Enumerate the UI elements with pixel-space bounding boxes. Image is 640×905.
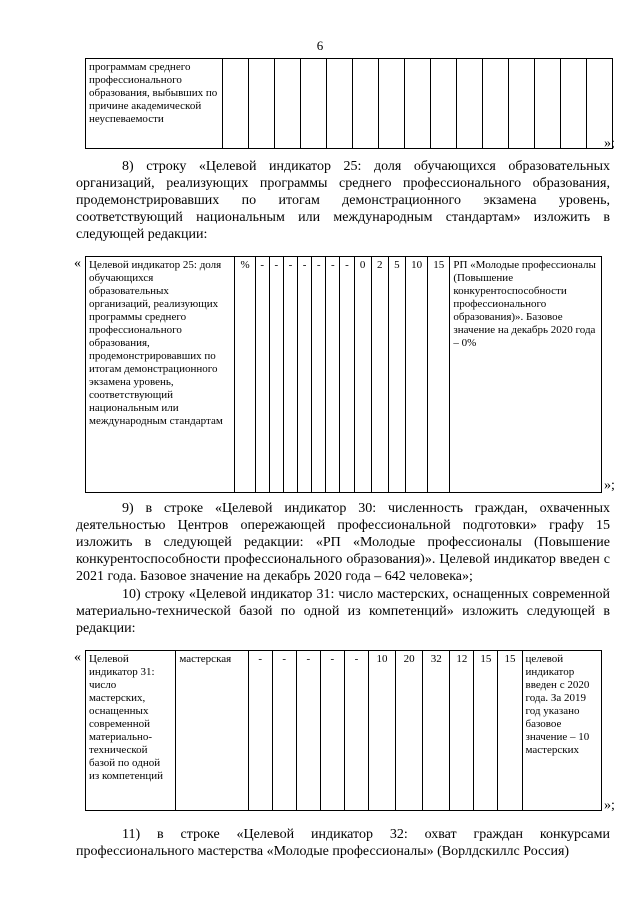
paragraph-10-text: 10) строку «Целевой индикатор 31: число мастерских, оснащенных современной материально-технической базой по одной из компетенций» изложить следующей в редакции: xyxy=(76,587,610,636)
table2-cell: 10 xyxy=(405,257,427,493)
table2-label: Целевой индикатор 25: доля обучающихся образовательных организаций, реализующих программы среднего профессионального образования, продемонстрировавших по итогам демонстрационного экзамена уровень, соответствующий национальным или международным стандартам xyxy=(86,257,235,493)
table3-label: Целевой индикатор 31: число мастерских, оснащенных современной материально-технической базой по одной из компетенций xyxy=(86,651,176,811)
paragraph-11 xyxy=(76,826,610,860)
table2-cell: - xyxy=(283,257,297,493)
paragraph-8-text: 8) строку «Целевой индикатор 25: доля обучающихся образовательных организаций, реализующих программы среднего профессионального образования, продемонстрировавших по итогам демонстрационного экзамена уровень, соответствующий национальным или международным стандартам» изложить в следующей редакции: xyxy=(76,159,610,242)
table2-cell: 2 xyxy=(371,257,388,493)
table2-note: РП «Молодые профессионалы (Повышение конкурентоспособности профессионального образования)». Базовое значение на декабрь 2020 года – 0% xyxy=(450,257,602,493)
table1-cell xyxy=(301,59,327,149)
paragraph-11-text: 11) в строке «Целевой индикатор 32: охват граждан конкурсами профессионального мастерства «Молодые профессионалы» (Ворлдскиллс Россия) xyxy=(76,827,610,859)
table1-cell xyxy=(223,59,249,149)
table1-cell xyxy=(457,59,483,149)
table2-cell: - xyxy=(312,257,326,493)
table1-cell xyxy=(379,59,405,149)
table3-cell: 15 xyxy=(474,651,498,811)
table3-cell: - xyxy=(248,651,272,811)
table3-close-quote: »; xyxy=(604,798,615,813)
page-number: 6 xyxy=(316,38,324,53)
table2-open-quote: « xyxy=(74,256,81,271)
table3-cell: 20 xyxy=(396,651,423,811)
table2-cell: 5 xyxy=(388,257,405,493)
table2-cell: % xyxy=(235,257,255,493)
table1-cell xyxy=(483,59,509,149)
table1-cell xyxy=(509,59,535,149)
paragraph-9-text: 9) в строке «Целевой индикатор 30: численность граждан, охваченных деятельностью Центров опережающей профессиональной подготовки» графу 15 изложить в следующей редакции: «РП «Молодые профессионалы (Повышение конкурентоспособности профессионального образования)». Целевой индикатор введен с 2021 года. Базовое значение на декабрь 2020 года – 642 человека»; xyxy=(76,501,610,584)
paragraph-10 xyxy=(76,586,610,637)
table3-note: целевой индикатор введен с 2020 года. За 2019 год указано базовое значение – 10 мастерских xyxy=(522,651,601,811)
table1-cell xyxy=(431,59,457,149)
table3-cell: - xyxy=(296,651,320,811)
table3-cell: - xyxy=(272,651,296,811)
table3-cell: - xyxy=(320,651,344,811)
table2-cell: - xyxy=(269,257,283,493)
table1-cell xyxy=(353,59,379,149)
table1-row-label: программам среднего профессионального образования, выбывших по причине академической неуспеваемости xyxy=(86,59,223,149)
table3-cell: 10 xyxy=(369,651,396,811)
table2-cell: 15 xyxy=(428,257,450,493)
table-indicator-31 xyxy=(85,650,602,811)
table3-unit: мастерская xyxy=(176,651,248,811)
paragraph-8 xyxy=(76,158,610,243)
table2-cell: - xyxy=(326,257,340,493)
table1-cell xyxy=(249,59,275,149)
table2-cell: - xyxy=(340,257,354,493)
table1-cell xyxy=(327,59,353,149)
table2-close-quote: »; xyxy=(604,478,615,493)
table1-close-quote: »; xyxy=(604,136,615,151)
table3-cell: - xyxy=(344,651,368,811)
table3-cell: 32 xyxy=(423,651,450,811)
table2-cell: 0 xyxy=(354,257,371,493)
table1-cell xyxy=(405,59,431,149)
table3-open-quote: « xyxy=(74,650,81,665)
table3-cell: 15 xyxy=(498,651,522,811)
paragraph-9 xyxy=(76,500,610,585)
table1-cell xyxy=(275,59,301,149)
table1-cell xyxy=(561,59,587,149)
table2-cell: - xyxy=(255,257,269,493)
table1-cell xyxy=(587,59,613,149)
table1-cell xyxy=(535,59,561,149)
table2-cell: - xyxy=(298,257,312,493)
table3-cell: 12 xyxy=(450,651,474,811)
table-indicator-25 xyxy=(85,256,602,493)
table-continuation xyxy=(85,58,613,149)
